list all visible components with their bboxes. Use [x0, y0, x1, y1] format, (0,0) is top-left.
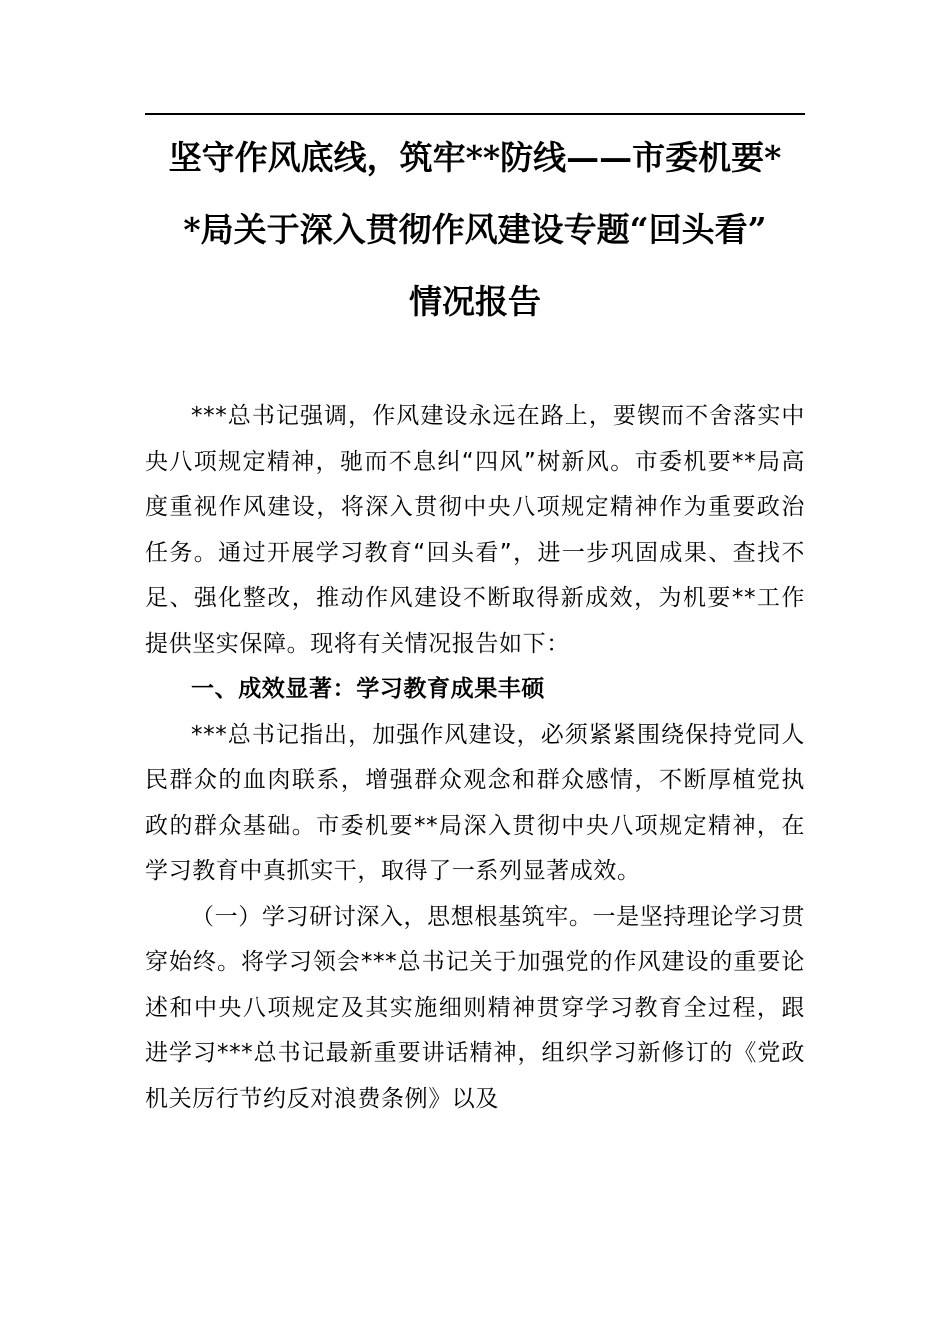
section-1-paragraph: ***总书记指出，加强作风建设，必须紧紧围绕保持党同人民群众的血肉联系，增强群众观念和群众感情，不断厚植党执政的群众基础。市委机要**局深入贯彻中央八项规定精神，在学习教育中真抓实干，取得了一系列显著成效。	[145, 721, 805, 884]
intro-paragraph: ***总书记强调，作风建设永远在路上，要锲而不舍落实中央八项规定精神，驰而不息纠“四风”树新风。市委机要**局高度重视作风建设，将深入贯彻中央八项规定精神作为重要政治任务。通过开展学习教育“回头看”，进一步巩固成果、查找不足、强化整改，推动作风建设不断取得新成效，为机要**工作提供坚实保障。现将有关情况报告如下：	[145, 403, 805, 657]
document-title	[145, 122, 805, 338]
title-line-2: *局关于深入贯彻作风建设专题“回头看”	[183, 210, 767, 249]
top-rule	[145, 113, 805, 115]
section-heading-1: 一、成效显著：学习教育成果丰硕	[191, 676, 545, 702]
document-body	[145, 394, 805, 1122]
title-line-3: 情况报告	[409, 282, 541, 321]
subsection-1-paragraph: （一）学习研讨深入，思想根基筑牢。一是坚持理论学习贯穿始终。将学习领会***总书记关于加强党的作风建设的重要论述和中央八项规定及其实施细则精神贯穿学习教育全过程，跟进学习***总书记最新重要讲话精神，组织学习新修订的《党政机关厉行节约反对浪费条例》以及	[145, 903, 805, 1112]
title-line-1: 坚守作风底线，筑牢**防线——市委机要*	[168, 138, 782, 177]
